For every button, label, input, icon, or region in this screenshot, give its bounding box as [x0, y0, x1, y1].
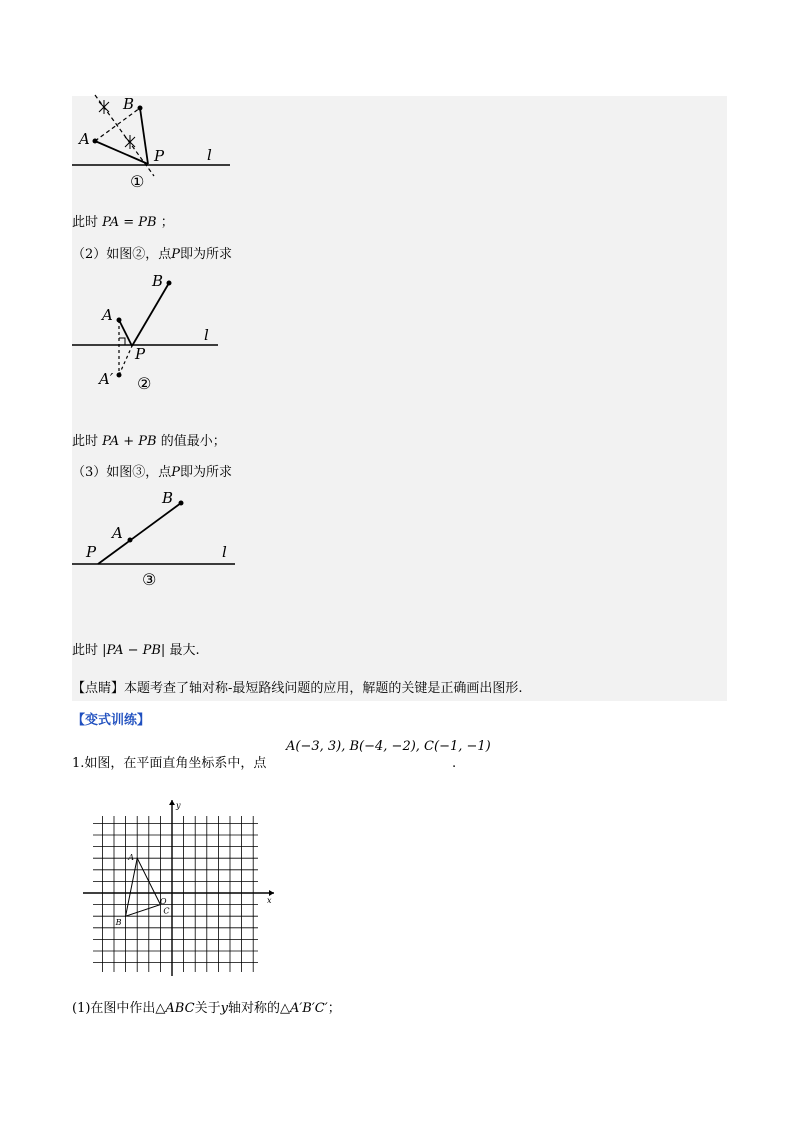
y-axis-arrow [169, 800, 175, 805]
conclusion-2: 此时 PA + PB 的值最小； [72, 434, 226, 449]
fig1-label-l: l [207, 146, 212, 164]
conclusion-1: 此时 PA = PB ； [72, 215, 174, 230]
coordinate-grid [78, 798, 278, 978]
figure-2 [72, 270, 242, 400]
fig3-label-p: P [86, 543, 97, 561]
conclusion-1-expr: PA = PB [102, 215, 157, 230]
fig1-number: ① [130, 172, 145, 191]
comment-tag: 【点睛】 [72, 681, 125, 696]
point-b-label: B [115, 918, 122, 928]
origin-label: O [160, 897, 167, 906]
comment: 【点睛】本题考查了轴对称-最短路线问题的应用，解题的关键是正确画出图形. [72, 681, 523, 696]
fig2-label-l: l [204, 326, 209, 344]
fig1-label-a: A [79, 130, 90, 148]
fig1-label-b: B [123, 95, 135, 113]
fig2-label-a-prime: A′ [99, 370, 114, 388]
problem-1-end: . [452, 756, 457, 771]
part-3-heading: （3）如图③，点P即为所求 [72, 465, 233, 480]
sub-question-1: (1)在图中作出△ABC关于y轴对称的△A′B′C′； [72, 1001, 341, 1016]
fig2-label-b: B [152, 272, 164, 290]
x-axis-label: x [267, 896, 272, 905]
fig3-label-b: B [162, 489, 174, 507]
fig2-label-a: A [102, 306, 113, 324]
point-a-label: A [128, 853, 134, 863]
figure-3 [72, 488, 242, 593]
point-c-label: C [163, 906, 170, 916]
figure-1 [72, 92, 242, 192]
fig3-label-l: l [222, 543, 227, 561]
triangle-abc [126, 858, 161, 916]
fig3-label-a: A [112, 524, 123, 542]
y-axis-label: y [176, 801, 181, 810]
fig2-number: ② [137, 374, 152, 393]
part-2-heading: （2）如图②，点P即为所求 [72, 247, 233, 262]
fig3-number: ③ [142, 570, 157, 589]
fig2-label-p: P [135, 345, 146, 363]
conclusion-3: 此时 |PA − PB| 最大. [72, 643, 200, 658]
problem-1-points: A(−3, 3), B(−4, −2), C(−1, −1) [286, 739, 491, 754]
fig1-label-p: P [154, 147, 165, 165]
variant-heading: 【变式训练】 [72, 713, 151, 728]
problem-1-intro: 1.如图，在平面直角坐标系中，点 [72, 756, 267, 771]
